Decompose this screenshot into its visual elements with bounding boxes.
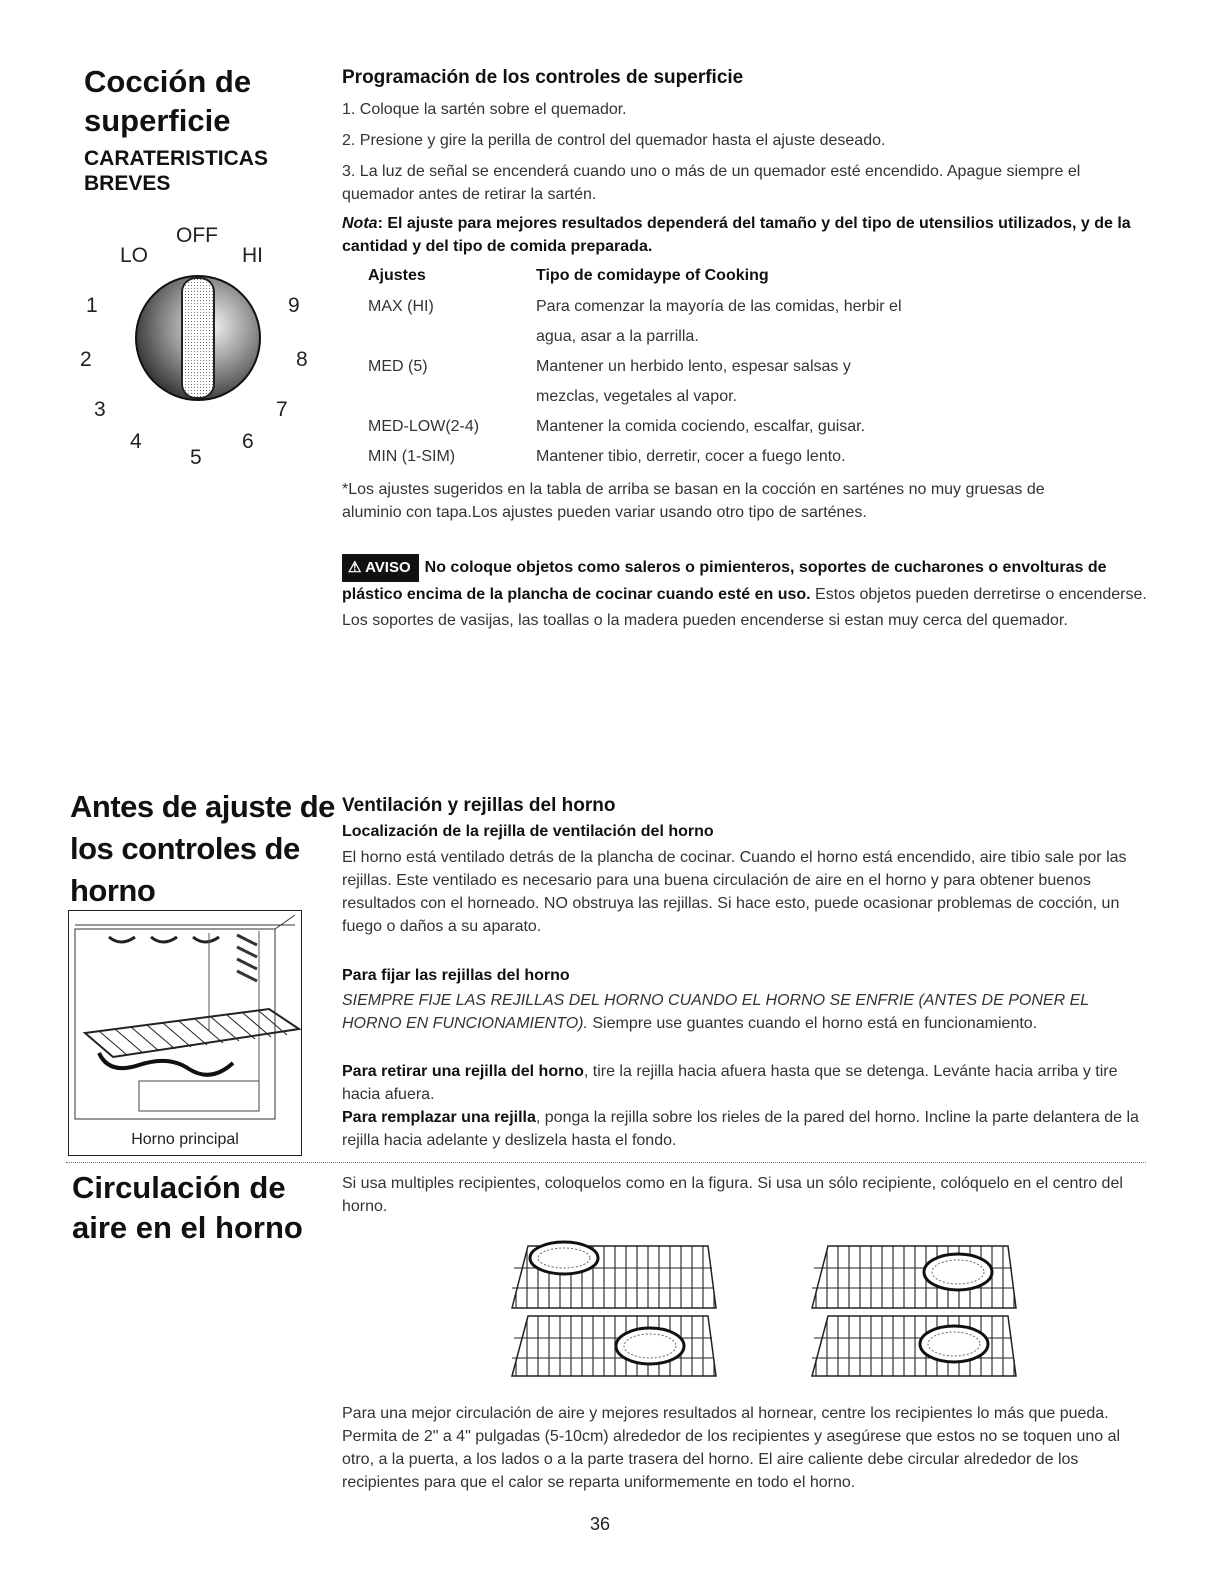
section-title-circulacion: Circulación de aire en el horno	[72, 1170, 303, 1245]
burner-knob-icon	[68, 222, 328, 472]
dial-label-hi: HI	[242, 244, 263, 267]
nota-label: Nota	[342, 215, 378, 232]
paragraph-fijar: SIEMPRE FIJE LAS REJILLAS DEL HORNO CUANDO EL HORNO SE ENFRIE (ANTES DE PONER EL HORNO EN FUNCIONAMIENTO). Siempre use guantes cuando el horno está en funcionamiento.	[342, 992, 1089, 1032]
section-title-antes: Antes de ajuste de los controles de horno	[70, 789, 335, 908]
page-number: 36	[590, 1514, 611, 1534]
figure-caption: Horno principal	[131, 1131, 239, 1148]
heading-programacion: Programación de los controles de superficie	[342, 67, 744, 88]
table-row: MAX (HI) Para comenzar la mayoría de las comidas, herbir el	[368, 298, 902, 315]
dial-number: 4	[130, 430, 142, 453]
step-3: 3. La luz de señal se encenderá cuando uno o más de un quemador esté encendido. Apague siempre el quemador antes de retirar la sartén.	[342, 163, 1081, 203]
dial-number: 3	[94, 398, 106, 421]
section-subtitle: CARATERISTICAS BREVES	[84, 147, 268, 195]
dial-number: 2	[80, 348, 92, 371]
step-1: 1. Coloque la sartén sobre el quemador.	[342, 101, 627, 118]
paragraph-ventilacion: El horno está ventilado detrás de la plancha de cocinar. Cuando el horno está encendido, aire tibio sale por las rejillas. Este ventilado es necesario para una buena circulación de aire en el horno y para obtener buenos resultados con el horneado. NO obstruya las rejillas. Si hace esto, puede ocasionar problemas de cocción, un fuego o daños a su aparato.	[342, 849, 1127, 935]
warning-badge: ⚠ AVISO	[342, 554, 419, 582]
table-footnote: *Los ajustes sugeridos en la tabla de arriba se basan en la cocción en sarténes no muy gruesas de aluminio con tapa.Los ajustes pueden variar usando otro tipo de sarténes.	[342, 481, 1045, 521]
dial-number: 6	[242, 430, 254, 453]
dial-number: 1	[86, 294, 98, 317]
dial-number: 9	[288, 294, 300, 317]
burner-dial-figure	[68, 222, 328, 472]
section-title-coccion: Cocción de superficie	[84, 64, 252, 138]
subheading-fijar-rejillas: Para fijar las rejillas del horno	[342, 967, 570, 984]
oven-rack-icon	[69, 911, 301, 1123]
table-row: MIN (1-SIM) Mantener tibio, derretir, cocer a fuego lento.	[368, 448, 846, 465]
table-row: MED-LOW(2-4) Mantener la comida cociendo, escalfar, guisar.	[368, 418, 866, 435]
oven-figure	[68, 910, 302, 1156]
paragraph-retirar: Para retirar una rejilla del horno, tire la rejilla hacia afuera hasta que se detenga. Levánte hacia arriba y tire hacia afuera.	[342, 1063, 1118, 1103]
heading-ventilacion: Ventilación y rejillas del horno	[342, 795, 616, 816]
paragraph-remplazar: Para remplazar una rejilla, ponga la rejilla sobre los rieles de la pared del horno. Incline la parte delantera de la rejilla hacia adelante y deslizela hasta el fondo.	[342, 1109, 1139, 1149]
dial-number: 5	[190, 446, 202, 469]
table-row: MED (5) Mantener un herbido lento, espesar salsas y	[368, 358, 851, 375]
aviso-warning: ⚠ AVISO No coloque objetos como saleros o pimienteros, soportes de cucharones o envolturas de plástico encima de la plancha de cocinar cuando esté en uso. Estos objetos pueden derretirse o encenderse. Los soportes de vasijas, las toallas o la madera pueden encenderse si estan muy cerca del quemador.	[342, 554, 1147, 634]
step-2: 2. Presione y gire la perilla de control del quemador hasta el ajuste deseado.	[342, 132, 886, 149]
pan-placement-diagram-icon	[500, 1238, 1030, 1382]
section-divider	[66, 1162, 1146, 1163]
nota-paragraph: Nota: El ajuste para mejores resultados dependerá del tamaño y del tipo de utensilios utilizados, y de la cantidad y del tipo de comida preparada.	[342, 215, 1131, 255]
settings-table-header: Ajustes Tipo de comidaype of Cooking	[368, 267, 769, 284]
dial-label-off: OFF	[176, 224, 218, 247]
dial-number: 7	[276, 398, 288, 421]
dial-number: 8	[296, 348, 308, 371]
paragraph-circulacion-intro: Si usa multiples recipientes, coloquelos como en la figura. Si usa un sólo recipiente, colóquelo en el centro del horno.	[342, 1175, 1123, 1215]
paragraph-circulacion-body: Para una mejor circulación de aire y mejores resultados al hornear, centre los recipientes lo más que pueda. Permita de 2" a 4" pulgadas (5-10cm) alrededor de los recipientes y asegúrese que estos no se toquen uno al otro, a la puerta, a los lados o a la parte trasera del horno. El aire caliente debe circular alrededor de los recipientes para que el calor se reparta uniformemente en todo el horno.	[342, 1405, 1121, 1491]
dial-label-lo: LO	[120, 244, 149, 267]
subheading-localizacion: Localización de la rejilla de ventilación del horno	[342, 823, 714, 840]
